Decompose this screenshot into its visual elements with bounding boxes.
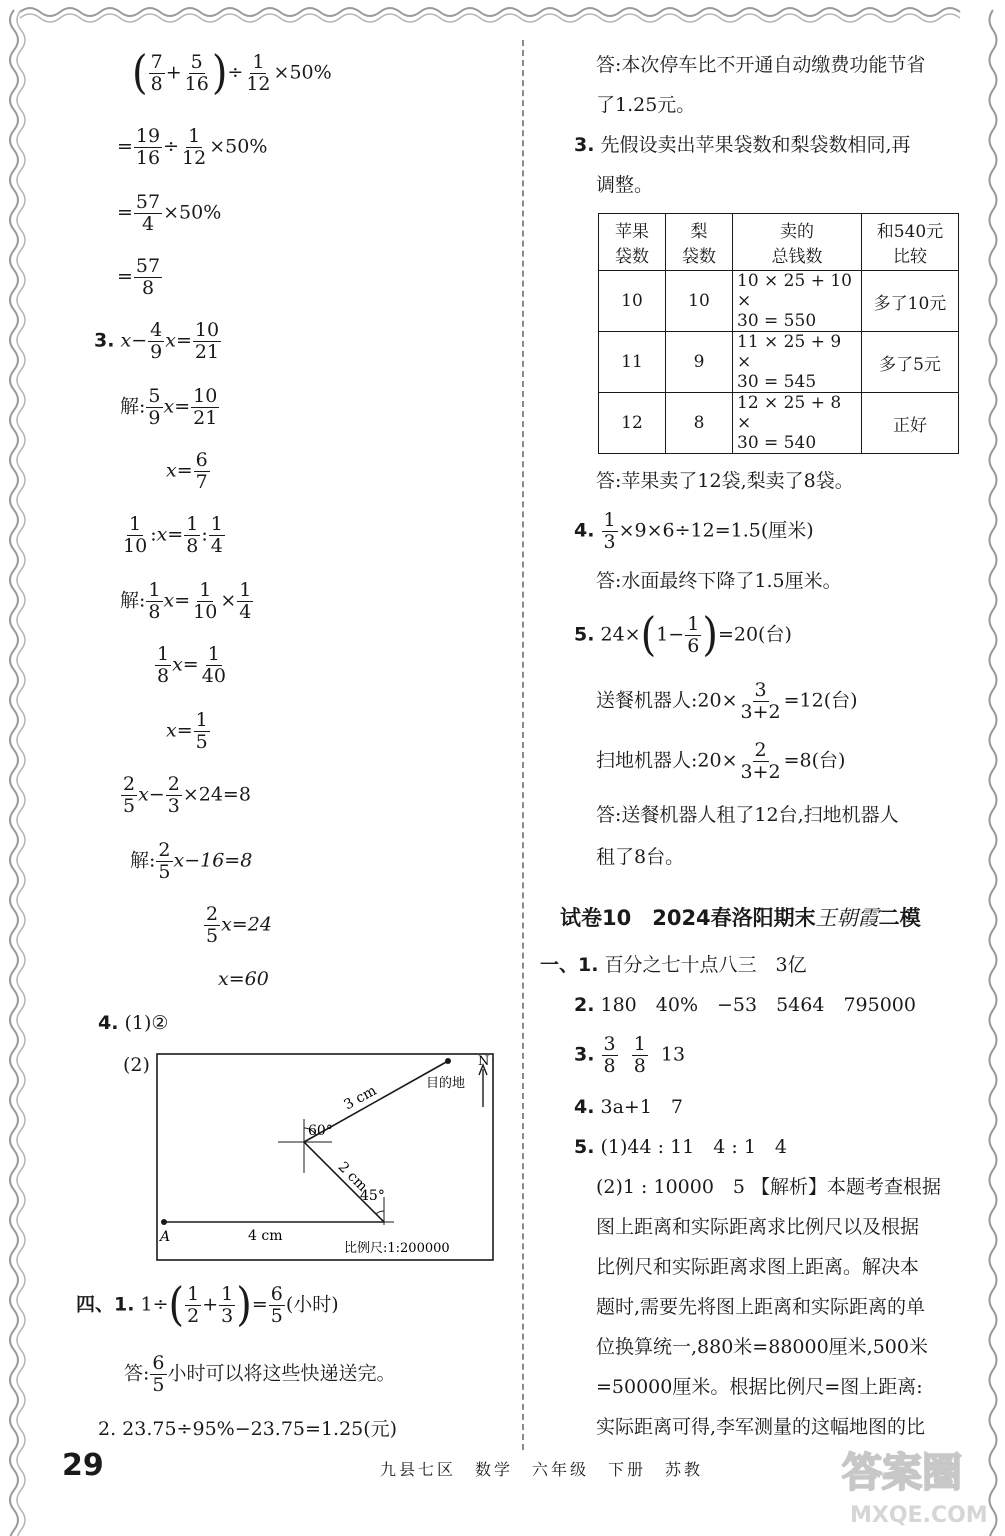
svg-text:答案圈: 答案圈 — [842, 1450, 962, 1496]
label-scale: 比例尺:1:200000 — [344, 1241, 450, 1256]
q3-intro-2: 调整。 — [596, 174, 654, 196]
eq3-line3: $\frac{2}{5}$ x=24 — [206, 903, 272, 947]
label-north: N — [478, 1054, 490, 1069]
label-2cm: 2 cm — [334, 1158, 371, 1195]
angle-45: 45° — [360, 1188, 385, 1204]
watermark-logo — [836, 1440, 996, 1530]
eq3-line1: $\frac{2}{5}$ x− $\frac{2}{3}$ ×24=8 — [123, 773, 251, 817]
eq1-line1: ( $\frac{7}{8}$ + $\frac{5}{16}$ )÷ $\frac{1}{12}$ ×50% — [132, 46, 332, 100]
analysis-line: (2)1 : 10000 5 【解析】本题考查根据 — [596, 1176, 942, 1198]
test-title: 试卷10 2024春洛阳期末王朝霞二模 — [560, 906, 921, 930]
table-header-row: 苹果 袋数 梨 袋数 卖的 总钱数 和540元 比较 — [599, 214, 959, 271]
table-row: 12 8 12 × 25 + 8 × 30 = 540 正好 — [599, 393, 959, 454]
q5-delivery-robot: 送餐机器人:20× $\frac{3}{3+2}$ =12(台) — [596, 679, 858, 723]
ratio-equation: $\frac{1}{10}$ :x= $\frac{1}{8}$ : $\frac{1}{4}$ — [123, 513, 223, 557]
wavy-border-top — [0, 0, 1005, 24]
q4-part2-label: (2) — [123, 1054, 150, 1076]
line-2cm — [304, 1142, 384, 1222]
q4-part1: 4. (1)② — [98, 1012, 169, 1034]
q5-sweeping-robot: 扫地机器人:20× $\frac{2}{3+2}$ =8(台) — [596, 739, 846, 783]
table-row: 11 9 11 × 25 + 9 × 30 = 545 多了5元 — [599, 332, 959, 393]
label-destination: 目的地 — [426, 1076, 466, 1091]
eq3-line4: x=60 — [218, 968, 269, 990]
q3-answer: 答:苹果卖了12袋,梨卖了8袋。 — [596, 470, 854, 492]
answer-parking-1: 答:本次停车比不开通自动缴费功能节省 — [596, 54, 926, 76]
analysis-line: 实际距离可得,李军测量的这幅地图的比 — [596, 1416, 926, 1438]
sec1-q2: 2. 180 40% −53 5464 795000 — [574, 994, 916, 1016]
ratio-solve-1: 解: $\frac{1}{8}$ x= $\frac{1}{10}$ × $\frac{1}{4}$ — [120, 579, 252, 623]
table-row: 10 10 10 × 25 + 10 × 30 = 550 多了10元 — [599, 271, 959, 332]
sec1-q3: 3. $\frac{3}{8}$ $\frac{1}{8}$ 13 — [574, 1033, 686, 1077]
fraction: $\frac{7}{8}$ — [150, 51, 163, 95]
point-a — [161, 1219, 167, 1225]
wavy-border-right — [981, 0, 1005, 1536]
q4-equation: 4. $\frac{1}{3}$ ×9×6÷12=1.5(厘米) — [574, 509, 814, 553]
label-3cm: 3 cm — [341, 1082, 380, 1114]
answer-parking-2: 了1.25元。 — [596, 94, 696, 116]
apple-pear-table — [598, 213, 959, 454]
column-divider — [522, 40, 524, 1450]
sec1-q4: 4. 3a+1 7 — [574, 1096, 684, 1118]
destination-point — [445, 1058, 451, 1064]
svg-text:MXQE.COM: MXQE.COM — [850, 1503, 988, 1528]
q3-solve-1: 解: $\frac{5}{9}$ x= $\frac{10}{21}$ — [120, 385, 218, 429]
brand-name: 王朝霞 — [815, 906, 879, 930]
eq3-line2: 解: $\frac{2}{5}$ x−16=8 — [130, 839, 253, 883]
ratio-solve-3: x= $\frac{1}{5}$ — [166, 709, 208, 753]
analysis-line: 图上距离和实际距离求比例尺以及根据 — [596, 1216, 920, 1238]
q3-intro-1: 3. 先假设卖出苹果袋数和梨袋数相同,再 — [574, 134, 911, 156]
analysis-line: =50000厘米。根据比例尺=图上距离: — [596, 1376, 923, 1398]
q5-answer-1: 答:送餐机器人租了12台,扫地机器人 — [596, 804, 899, 826]
wavy-border-left — [0, 0, 30, 1536]
eq1-line4: = $\frac{57}{8}$ — [117, 255, 161, 299]
q3-solve-2: x= $\frac{6}{7}$ — [166, 449, 208, 493]
sec1-q5: 5. (1)44 : 11 4 : 1 4 — [574, 1136, 787, 1158]
analysis-line: 题时,需要先将图上距离和实际距离的单 — [596, 1296, 926, 1318]
q3-equation: 3. x− $\frac{4}{9}$ x= $\frac{10}{21}$ — [94, 319, 220, 363]
q5-equation: 5. 24×(1− $\frac{1}{6}$ )=20(台) — [574, 608, 792, 662]
sec1-q1: 一、1. 百分之七十点八三 3亿 — [540, 954, 807, 976]
label-4cm: 4 cm — [248, 1228, 283, 1244]
analysis-line: 比例尺和实际距离求图上距离。解决本 — [596, 1256, 920, 1278]
sec4-q1: 四、1. 1÷( $\frac{1}{2}$ + $\frac{1}{3}$ )= $\frac{6}{5}$ (小时) — [76, 1278, 339, 1332]
q5-answer-2: 租了8台。 — [596, 846, 685, 868]
analysis-line: 位换算统一,880米=88000厘米,500米 — [596, 1336, 928, 1358]
ratio-solve-2: $\frac{1}{8}$ x= $\frac{1}{40}$ — [157, 643, 226, 687]
footer-info: 九县七区 数学 六年级 下册 苏教 — [380, 1460, 704, 1479]
map-diagram — [156, 1053, 496, 1263]
page-number: 29 — [62, 1448, 104, 1483]
q4-answer: 答:水面最终下降了1.5厘米。 — [596, 570, 842, 592]
eq1-line2: = $\frac{19}{16}$ ÷ $\frac{1}{12}$ ×50% — [117, 125, 268, 169]
angle-60: 60° — [308, 1123, 333, 1139]
sec4-q1-answer: 答: $\frac{6}{5}$ 小时可以将这些快递送完。 — [124, 1352, 396, 1396]
label-a: A — [160, 1229, 171, 1245]
eq1-line3: = $\frac{57}{4}$ ×50% — [117, 191, 222, 235]
sec4-q2: 2. 23.75÷95%−23.75=1.25(元) — [98, 1418, 398, 1440]
